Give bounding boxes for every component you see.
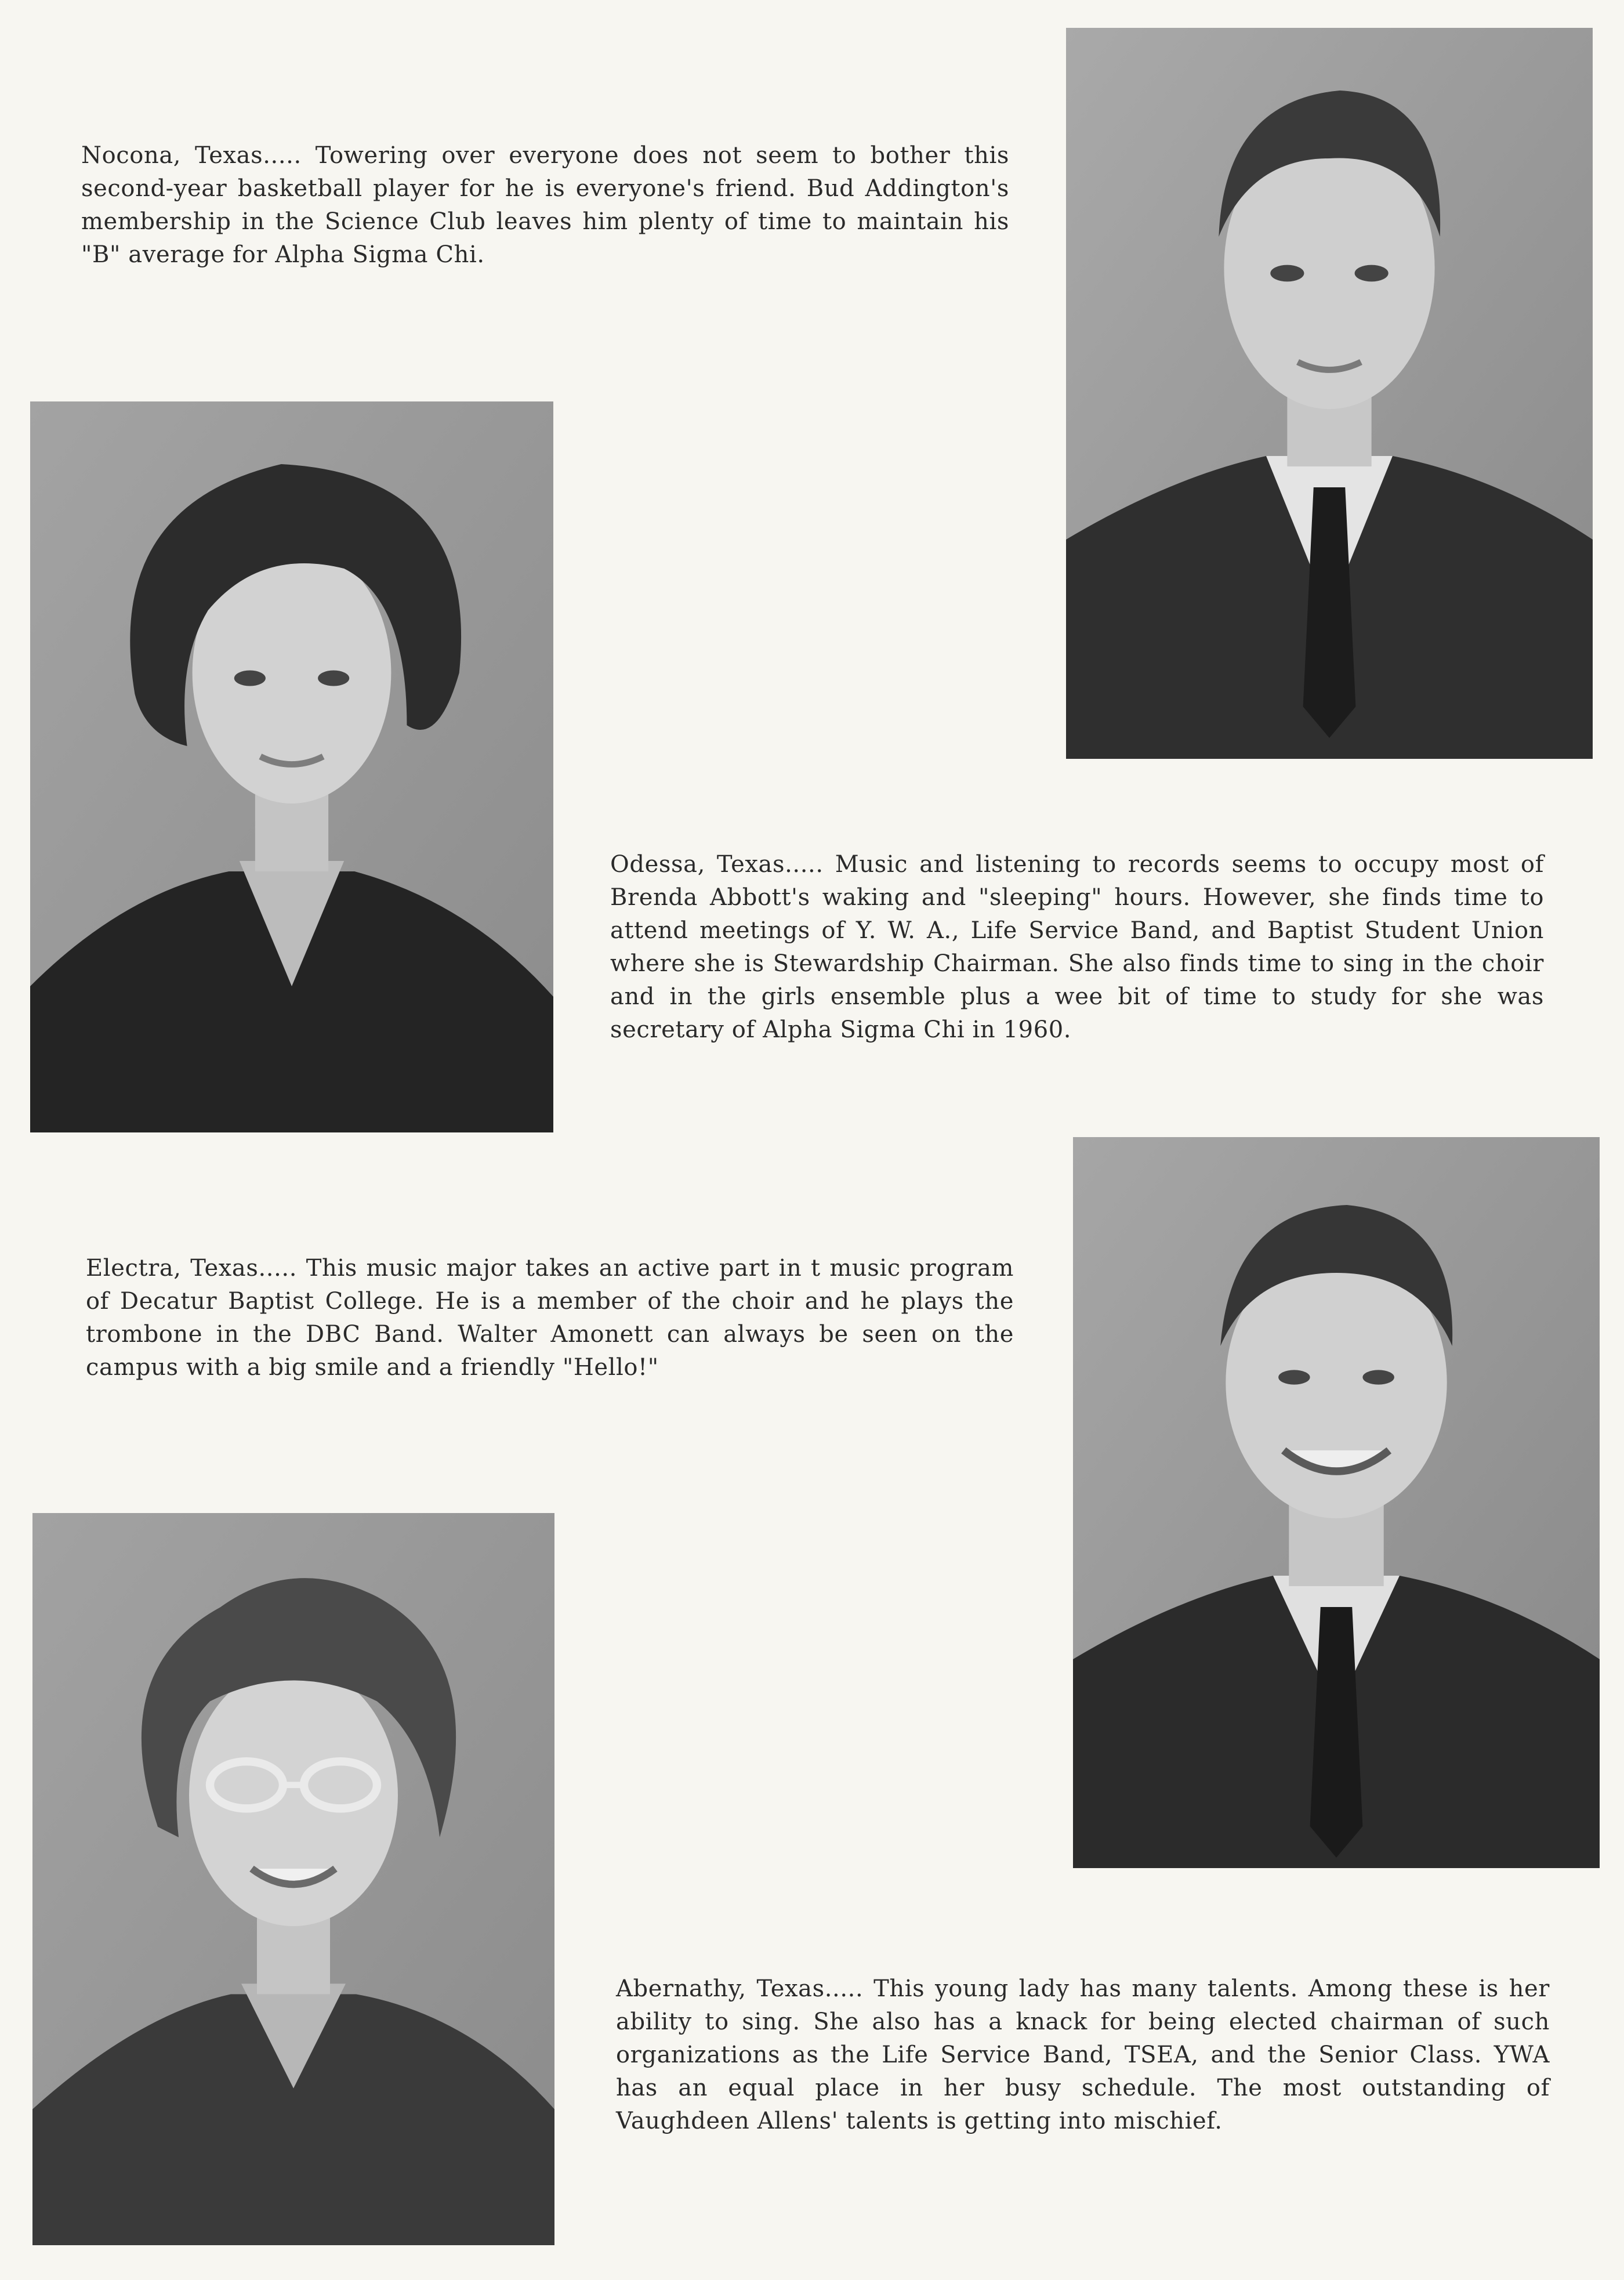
bio-text-addington: Nocona, Texas..... Towering over everyone does not seem to bother this second-year basketball player for he is everyone's friend. Bud Addington's membership in the Science Club leaves him plenty of time to maintain his "B" average for Alpha Sigma Chi. bbox=[81, 142, 1009, 268]
bio-text-allens: Abernathy, Texas..... This young lady has many talents. Among these is her ability to sing. She also has a knack for being elected chairman of such organizations as the Life Service Band, TSEA, and the Senior Class. YWA has an equal place in her busy schedule. The most outstanding of Vaughdeen Allens' talents is getting into mischief. bbox=[616, 1975, 1550, 2134]
bio-text-amonett: Electra, Texas..... This music major takes an active part in t music program of Decatur Baptist College. He is a member of the choir and he plays the trombone in the DBC Band. Walter Amonett can always be seen on the campus with a big smile and a friendly "Hello!" bbox=[86, 1255, 1014, 1381]
portrait-photo-abbott bbox=[30, 401, 553, 1132]
portrait-photo-amonett bbox=[1073, 1137, 1600, 1868]
bio-text-abbott: Odessa, Texas..... Music and listening to records seems to occupy most of Brenda Abbott's waking and "sleeping" hours. However, she finds time to attend meetings of Y. W. A., Life Service Band, and Baptist Student Union where she is Stewardship Chairman. She also finds time to sing in the choir and in the girls ensemble plus a wee bit of time to study for she was secretary of Alpha Sigma Chi in 1960. bbox=[610, 851, 1544, 1043]
portrait-photo-allens bbox=[32, 1513, 554, 2245]
portrait-photo-addington bbox=[1066, 28, 1593, 759]
